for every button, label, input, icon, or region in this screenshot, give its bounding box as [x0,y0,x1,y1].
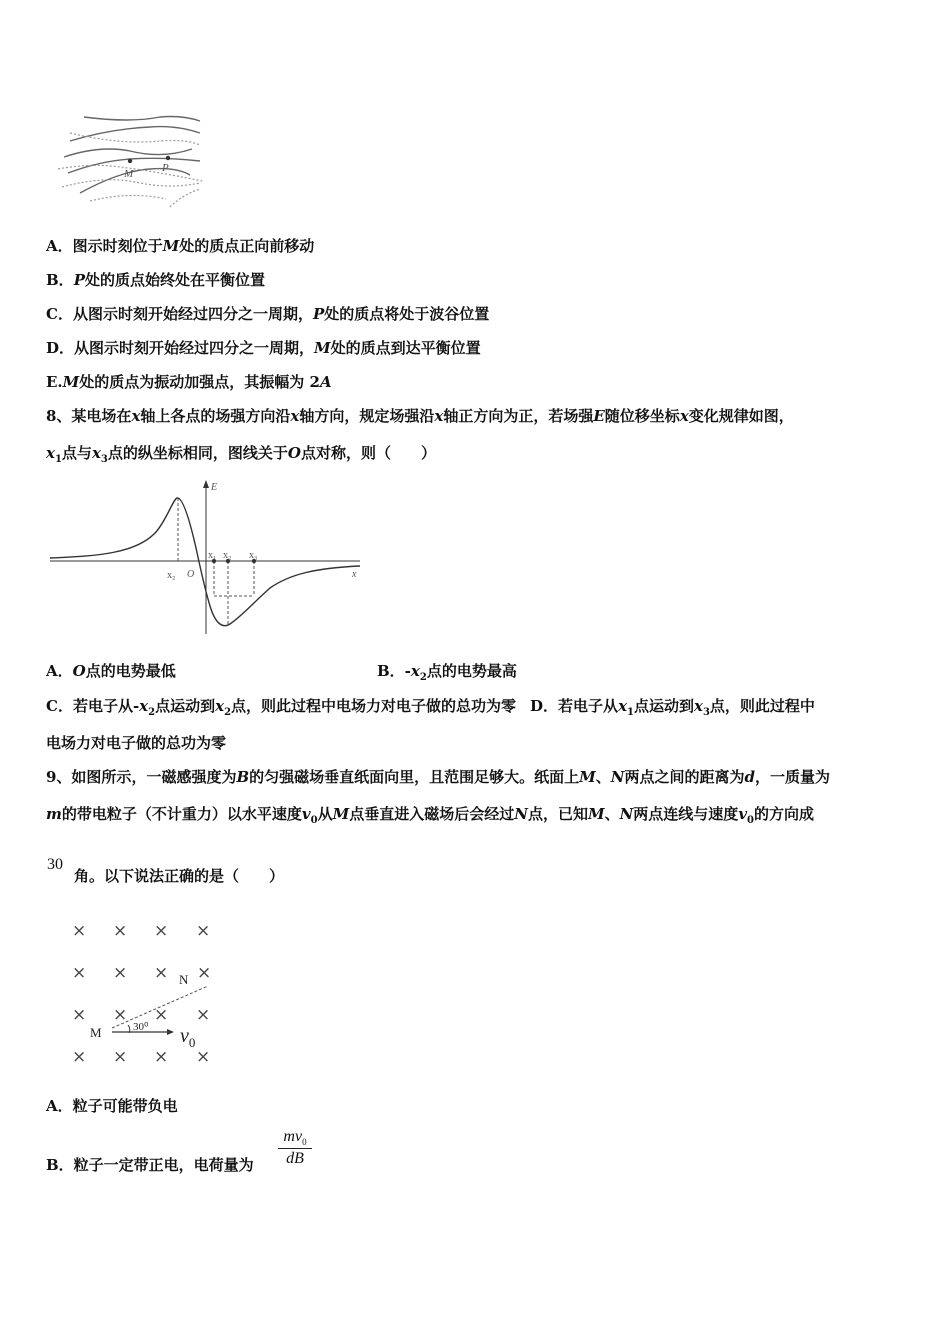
magnetic-field-figure [60,912,230,1072]
wave-interference-figure [50,105,210,215]
option-7b: B．P处的质点始终处在平衡位置 [46,271,265,289]
v0-label: $v_0$ [180,1025,196,1050]
field-cross: × [72,921,87,941]
question-8-stem-line2: $x_1$点与$x_3$点的纵坐标相同，图线关于O点对称，则（ ） [46,444,436,465]
e-axis-label: E [211,482,218,493]
option-8d-cont: 电场力对电子做的总功为零 [46,734,227,752]
field-cross: × [154,963,169,983]
option-7d: D．从图示时刻开始经过四分之一周期，M处的质点到达平衡位置 [46,339,481,357]
field-cross: × [72,963,87,983]
electric-field-graph [46,476,366,638]
field-cross: × [113,921,128,941]
fraction-numerator: $mv_0$ [283,1128,307,1148]
field-cross: × [196,1005,211,1025]
question-9-stem-line1: 9、如图所示，一磁感强度为B的匀强磁场垂直纸面向里，且范围足够大。纸面上M、N两点之间的距离为d，一质量为 [46,768,831,786]
charge-fraction [272,1128,318,1168]
field-cross: × [197,963,212,983]
x1-label: x₁ [208,550,217,561]
field-cross: × [196,1047,211,1067]
n-label: N [179,972,189,987]
label-p: P [162,162,169,174]
angle-label: 30⁰ [133,1021,149,1033]
option-9b: B．粒子一定带正电，电荷量为 [46,1156,254,1174]
point-p [166,156,170,160]
x-axis-end-label: x [352,569,357,580]
m-label: M [90,1025,102,1040]
field-cross: × [113,1005,128,1025]
field-cross: × [154,921,169,941]
question-9-stem-line2: m的带电粒子（不计重力）以水平速度$v_0$从M点垂直进入磁场后会经过N点，已知M、N两点连线与速度$v_0$的方向成 [46,805,815,826]
field-cross: × [72,1047,87,1067]
option-7e: E.M处的质点为振动加强点，其振幅为 2A [46,373,332,391]
field-cross: × [154,1005,169,1025]
field-curve [50,498,360,626]
origin-label: O [187,569,195,580]
x3-label: x₃ [249,550,258,561]
field-cross: × [154,1047,169,1067]
option-8c-8d: C．若电子从$-x_2$点运动到$x_2$点，则此过程中电场力对电子做的总功为零 D．若电子从$x_1$点运动到$x_3$点，则此过程中 [46,697,815,718]
question-8-stem-line1: 8、某电场在x轴上各点的场强方向沿x轴方向，规定场强沿x轴正方向为正，若场强E随位移坐标x变化规律如图， [46,407,794,425]
stray-30-label: 30 [47,856,63,873]
question-9-stem-line3: 角。以下说法正确的是（ ） [74,867,285,885]
field-cross: × [196,921,211,941]
option-9a: A．粒子可能带负电 [46,1097,178,1115]
option-8a: A．O点的电势最低 [46,662,176,680]
label-m: M [124,168,134,180]
field-cross: × [72,1005,87,1025]
point-m [128,159,132,163]
x2-label: x₂ [223,550,232,561]
field-cross: × [113,1047,128,1067]
option-8b: B．$-x_2$点的电势最高 [377,662,517,683]
option-7c: C．从图示时刻开始经过四分之一周期，P处的质点将处于波谷位置 [46,305,490,323]
fraction-denominator: dB [286,1150,304,1168]
field-cross: × [113,963,128,983]
neg-x2-label: x₂ [167,570,176,581]
option-7a: A．图示时刻位于M处的质点正向前移动 [46,237,315,255]
